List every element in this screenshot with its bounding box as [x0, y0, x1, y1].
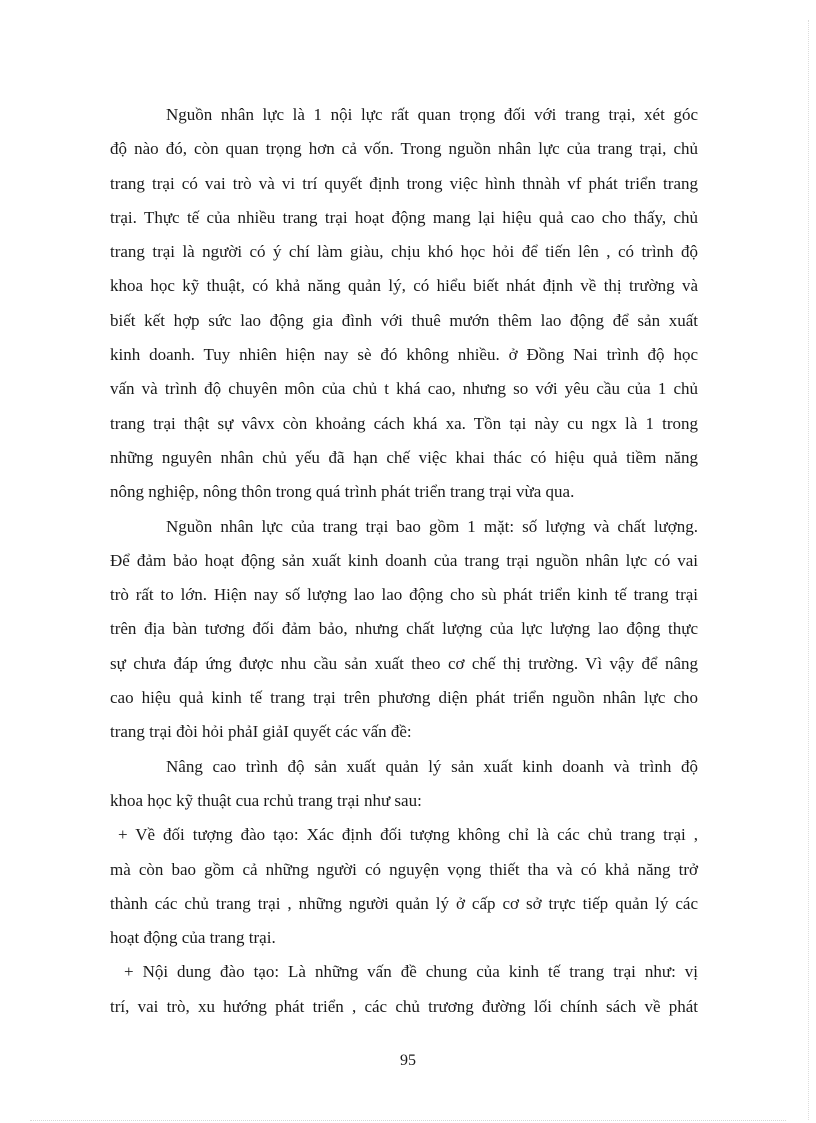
text-line: Nguồn nhân lực là 1 nội lực rất quan trọng đối với trang trại, xét góc — [166, 105, 698, 124]
text-line: khoa học kỹ thuật, có khả năng quản lý, có hiểu biết nhát định về thị trường và — [110, 276, 698, 296]
text-line: sự chưa đáp ứng được nhu cầu sản xuất theo cơ chế thị trường. Vì vậy để nâng — [110, 653, 698, 673]
page-right-border — [808, 20, 809, 1120]
text-line: thành các chủ trang trại , những người quản lý ở cấp cơ sở trực tiếp quản lý các — [110, 893, 698, 913]
text-line: độ nào đó, còn quan trọng hơn cả vốn. Trong nguồn nhân lực của trang trại, chủ — [110, 139, 698, 159]
page-number: 95 — [400, 1052, 416, 1069]
text-line: trang trại là người có ý chí làm giàu, chịu khó học hỏi để tiến lên , có trình độ — [110, 242, 698, 262]
text-line: trang trại thật sự vâvx còn khoảng cách khá xa. Tồn tại này cu ngx là 1 trong — [110, 413, 698, 433]
body-text — [110, 98, 698, 1024]
text-line: khoa học kỹ thuật cua rchủ trang trại như sau: — [110, 790, 422, 810]
text-line: hoạt động của trang trại. — [110, 928, 276, 948]
text-line: Nguồn nhân lực của trang trại bao gồm 1 mặt: số lượng và chất lượng. — [166, 516, 698, 536]
text-line: + Nội dung đào tạo: Là những vấn đề chung của kinh tế trang trại như: vị — [124, 962, 698, 982]
text-line: trí, vai trò, xu hướng phát triển , các chủ trương đường lối chính sách về phát — [110, 996, 698, 1016]
page-bottom-border — [30, 1120, 786, 1121]
text-line: trên địa bàn tương đối đảm bảo, nhưng chất lượng của lực lượng lao động thực — [110, 619, 698, 639]
text-line: trò rất to lớn. Hiện nay số lượng lao lao động cho sù phát triển kinh tế trang trại — [110, 585, 698, 605]
text-line: trại. Thực tế của nhiều trang trại hoạt động mang lại hiệu quả cao cho thấy, chủ — [110, 207, 698, 227]
text-line: cao hiệu quả kinh tế trang trại trên phương diện phát triển nguồn nhân lực cho — [110, 688, 698, 708]
text-line: Để đảm bảo hoạt động sản xuất kinh doanh của trang trại nguồn nhân lực có vai — [110, 550, 698, 570]
text-line: biết kết hợp sức lao động gia đình với thuê mướn thêm lao động để sản xuất — [110, 310, 698, 330]
text-line: trang trại đòi hỏi phảI giảI quyết các vấn đề: — [110, 722, 412, 742]
text-line: trang trại có vai trò và vi trí quyết định trong việc hình thnàh vf phát triển trang — [110, 173, 698, 193]
text-line: Nâng cao trình độ sản xuất quản lý sản xuất kinh doanh và trình độ — [166, 756, 698, 776]
text-line: kinh doanh. Tuy nhiên hiện nay sè đó không nhiều. ở Đồng Nai trình độ học — [110, 345, 698, 365]
text-line: + Về đối tượng đào tạo: Xác định đối tượng không chỉ là các chủ trang trại , — [118, 825, 698, 845]
text-line: mà còn bao gồm cả những người có nguyện vọng thiết tha và có khả năng trở — [110, 859, 698, 879]
text-line: những nguyên nhân chủ yếu đã hạn chế việc khai thác có hiệu quả tiềm năng — [110, 447, 698, 467]
text-line: vấn và trình độ chuyên môn của chủ t khá cao, nhưng so với yêu cầu của 1 chủ — [110, 379, 698, 399]
text-line: nông nghiệp, nông thôn trong quá trình phát triển trang trại vừa qua. — [110, 482, 575, 502]
